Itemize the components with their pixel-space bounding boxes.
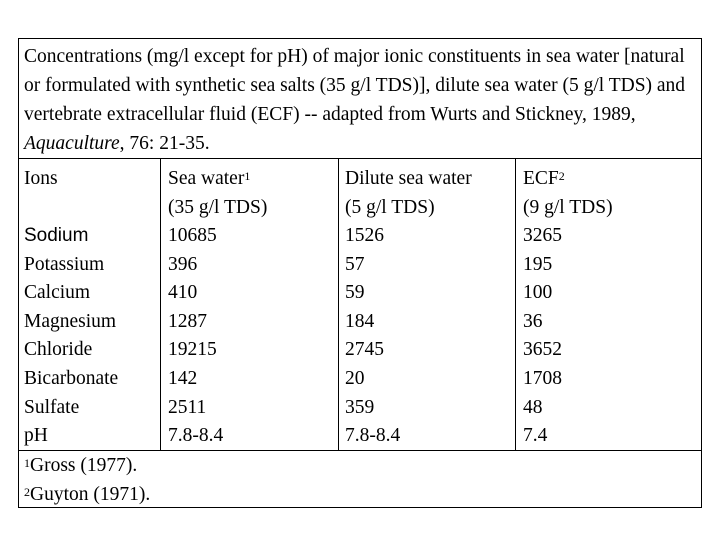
dilute-value: 1526 bbox=[345, 225, 384, 246]
ecf-value: 100 bbox=[523, 282, 553, 303]
ecf-value: 3652 bbox=[523, 339, 562, 360]
ion-name: Bicarbonate bbox=[24, 368, 119, 389]
column-divider bbox=[338, 159, 339, 450]
dilute-value: 57 bbox=[345, 254, 365, 275]
ion-name: Magnesium bbox=[24, 311, 117, 332]
ion-name: Calcium bbox=[24, 282, 91, 303]
dilute-value: 59 bbox=[345, 282, 365, 303]
column-divider bbox=[160, 159, 161, 450]
header-ions: Ions bbox=[24, 168, 58, 189]
sea-water-value: 1287 bbox=[168, 311, 207, 332]
sea-water-value: 410 bbox=[168, 282, 198, 303]
column-divider bbox=[515, 159, 516, 450]
ion-name: Potassium bbox=[24, 254, 105, 275]
header-sea-water: Sea water$^1$ (35 g/l TDS) bbox=[168, 168, 268, 218]
header-sea-water-tds: (35 g/l TDS) bbox=[168, 196, 268, 218]
header-dilute-sea-water: Dilute sea water (5 g/l TDS) bbox=[345, 168, 472, 218]
ecf-value: 48 bbox=[523, 397, 543, 418]
dilute-value: 2745 bbox=[345, 339, 384, 360]
ecf-value: 1708 bbox=[523, 368, 562, 389]
footnote-1: $^1$Gross (1977). bbox=[24, 455, 138, 476]
header-ecf-tds: (9 g/l TDS) bbox=[523, 196, 613, 218]
sea-water-value: 142 bbox=[168, 368, 198, 389]
ion-name: Sulfate bbox=[24, 397, 80, 418]
table-caption bbox=[18, 38, 702, 159]
caption-citation: , 76: 21-35. bbox=[119, 133, 210, 154]
journal-name: Aquaculture bbox=[24, 133, 120, 154]
dilute-value: 359 bbox=[345, 397, 375, 418]
header-ecf: ECF$^2$ (9 g/l TDS) bbox=[523, 168, 613, 218]
caption-text: Concentrations (mg/l except for pH) of major ionic constituents in sea water [natural or formulated with synthetic sea salts (35 g/l TDS)], dilute sea water (5 g/l TDS) and vertebrate extracellular fluid (ECF) -- adapted from Wurts and Stickney, 1989, bbox=[24, 46, 686, 125]
sea-water-value: 19215 bbox=[168, 339, 217, 360]
footnote-ref-2: 2 bbox=[558, 169, 565, 183]
sea-water-value: 10685 bbox=[168, 225, 217, 246]
ecf-value: 36 bbox=[523, 311, 543, 332]
ecf-value: 3265 bbox=[523, 225, 562, 246]
ion-name: Sodium bbox=[24, 225, 89, 246]
sea-water-value: 7.8-8.4 bbox=[168, 425, 224, 446]
dilute-value: 7.8-8.4 bbox=[345, 425, 401, 446]
dilute-value: 184 bbox=[345, 311, 375, 332]
dilute-value: 20 bbox=[345, 368, 365, 389]
ecf-value: 195 bbox=[523, 254, 553, 275]
header-dilute-tds: (5 g/l TDS) bbox=[345, 196, 435, 218]
ecf-value: 7.4 bbox=[523, 425, 548, 446]
footnote-2: $^2$Guyton (1971). bbox=[24, 484, 151, 505]
footnote-ref-1: 1 bbox=[244, 169, 251, 183]
ion-name: pH bbox=[24, 425, 48, 446]
ion-name: Chloride bbox=[24, 339, 93, 360]
sea-water-value: 396 bbox=[168, 254, 198, 275]
sea-water-value: 2511 bbox=[168, 397, 207, 418]
